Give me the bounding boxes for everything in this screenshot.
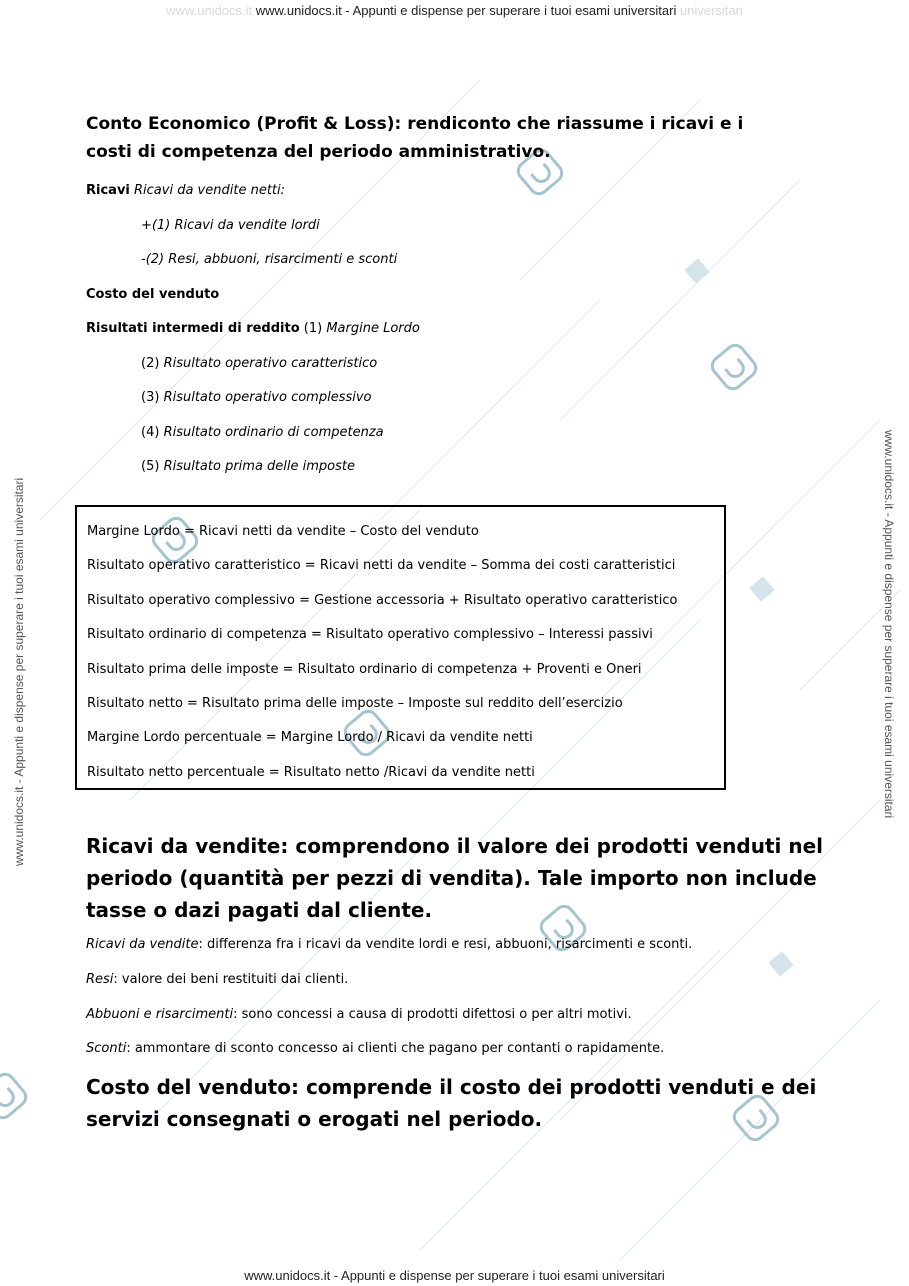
formula-line: Margine Lordo percentuale = Margine Lordo / Ricavi da vendite netti (87, 730, 533, 746)
ricavi-item-1: +(1) Ricavi da vendite lordi (141, 217, 320, 233)
list-item (86, 416, 786, 451)
formula-box (75, 505, 726, 790)
definition-term: Resi (86, 971, 114, 987)
definition-term: Abbuoni e risarcimenti (86, 1006, 234, 1022)
formula-line: Risultato ordinario di competenza = Risultato operativo complessivo – Interessi passivi (87, 627, 653, 643)
ricavi-item-2: -(2) Resi, abbuoni, risarcimenti e sconti (141, 252, 398, 267)
list-item-num: (3) (141, 390, 160, 405)
definition-item (86, 928, 826, 963)
page-title: Conto Economico (Profit & Loss): rendiconto che riassume i ricavi e i costi di competenza del periodo amministrativo. (86, 114, 744, 162)
costo-heading: Costo del venduto: comprende il costo dei prodotti venduti e dei servizi consegnati o erogati nel periodo. (86, 1075, 817, 1132)
risultati-line (86, 312, 786, 347)
header-text: www.unidocs.it - Appunti e dispense per superare i tuoi esami universitari (255, 3, 677, 18)
formula-line: Risultato netto percentuale = Risultato netto /Ricavi da vendite netti (87, 764, 535, 780)
list-item-text: Risultato prima delle imposte (163, 459, 356, 474)
header-ghost-left: www.unidocs.it (166, 3, 253, 18)
list-item-text: Risultato ordinario di competenza (163, 424, 384, 440)
definition-term: Ricavi da vendite (86, 937, 199, 952)
list-item-text: Risultato operativo complessivo (163, 390, 372, 405)
list-item-text: Risultato operativo caratteristico (163, 355, 378, 371)
left-margin-text: www.unidocs.it - Appunti e dispense per superare i tuoi esami universitari (12, 477, 26, 866)
ricavi-heading: Ricavi da vendite: comprendono il valore dei prodotti venduti nel periodo (quantità per pezzi di vendita). Tale importo non include tasse o dazi pagati dal cliente. (86, 834, 823, 922)
list-item (86, 347, 786, 382)
list-item-num: (5) (141, 459, 160, 474)
definition-text: : valore dei beni restituiti dai clienti. (113, 971, 349, 987)
list-item (86, 381, 786, 416)
right-margin-watermark (882, 430, 896, 818)
definition-text: : ammontare di sconto concesso ai clienti che pagano per contanti o rapidamente. (126, 1041, 665, 1057)
right-margin-text: www.unidocs.it - Appunti e dispense per superare i tuoi esami universitari (882, 430, 896, 819)
definition-term: Sconti (86, 1041, 127, 1057)
list-item-num: (4) (141, 424, 160, 440)
definition-item (86, 1032, 826, 1067)
ricavi-line (86, 174, 786, 209)
page-header (0, 3, 909, 18)
definition-item (86, 963, 826, 998)
formula-line: Risultato netto = Risultato prima delle imposte – Imposte sul reddito dell’esercizio (87, 696, 623, 712)
main-content (86, 110, 786, 485)
formula-line: Risultato prima delle imposte = Risultato ordinario di competenza + Proventi e Oneri (87, 661, 642, 677)
formula-line: Risultato operativo caratteristico = Ricavi netti da vendite – Somma dei costi caratteristici (87, 558, 676, 574)
ricavi-netti: Ricavi da vendite netti: (134, 183, 286, 198)
footer-text: www.unidocs.it - Appunti e dispense per superare i tuoi esami universitari (244, 1268, 665, 1283)
risultati-first-num: (1) (303, 321, 323, 336)
risultati-first-text: Margine Lordo (326, 321, 420, 336)
formula-line: Risultato operativo complessivo = Gestione accessoria + Risultato operativo caratteristico (87, 592, 678, 608)
formula-line: Margine Lordo = Ricavi netti da vendite – Costo del venduto (87, 524, 479, 539)
risultati-label: Risultati intermedi di reddito (86, 321, 300, 336)
definition-item (86, 998, 826, 1033)
costo-line (86, 278, 786, 313)
page-footer (0, 1268, 909, 1283)
costo-label: Costo del venduto (86, 286, 220, 302)
list-item-num: (2) (141, 355, 160, 371)
left-margin-watermark (12, 478, 26, 866)
ricavi-label: Ricavi (86, 183, 130, 198)
header-ghost-right: universitari (679, 3, 743, 18)
ricavi-section (86, 830, 826, 1135)
definition-text: : sono concessi a causa di prodotti difettosi o per altri motivi. (233, 1006, 632, 1022)
definition-text: : differenza fra i ricavi da vendite lordi e resi, abbuoni, risarcimenti e sconti. (198, 937, 693, 952)
list-item (86, 450, 786, 485)
